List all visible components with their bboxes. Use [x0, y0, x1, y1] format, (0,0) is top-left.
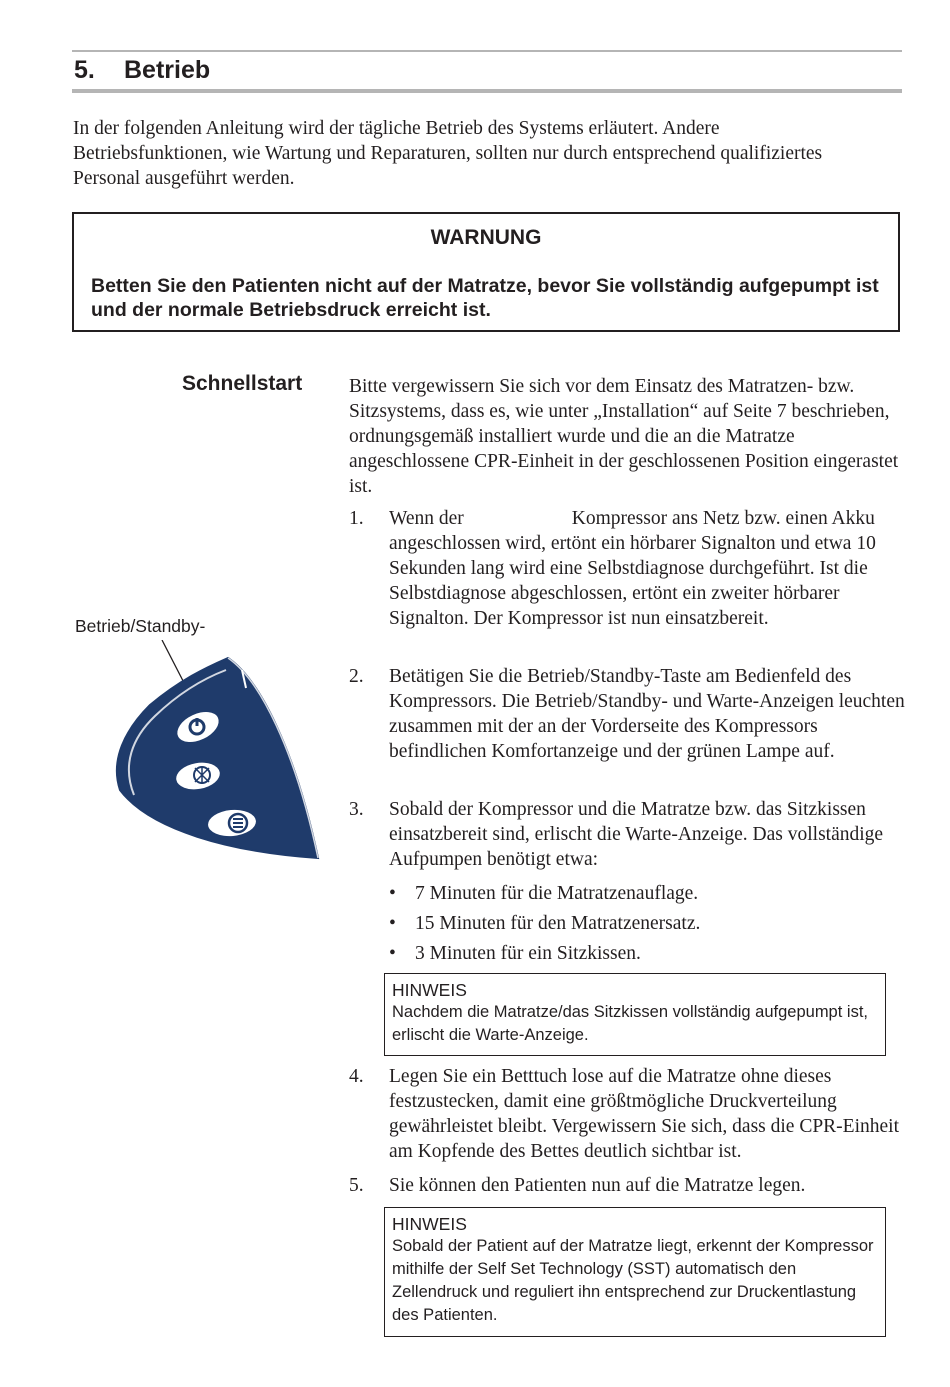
bullet-text: 3 Minuten für ein Sitzkissen. [415, 943, 641, 964]
note-text: Nachdem die Matratze/das Sitzkissen vollständig aufgepumpt ist, erlischt die Warte-Anzeige. [392, 1003, 868, 1044]
bullet-glyph: • [389, 943, 396, 964]
note-title: HINWEIS [392, 1214, 467, 1234]
note-box [384, 973, 886, 1056]
compressor-control-panel-illustration [110, 640, 325, 865]
step-number: 1. [349, 508, 364, 529]
section-title: Betrieb [124, 56, 211, 84]
bullet-glyph: • [389, 913, 396, 934]
step-number: 2. [349, 666, 364, 687]
step-text [389, 506, 909, 631]
step-text: Legen Sie ein Betttuch lose auf die Matratze ohne dieses festzustecken, damit eine größtmögliche Druckverteilung gewährleistet bleibt. Vergewissern Sie sich, dass die CPR-Einheit am Kopfende des Bettes deutlich sichtbar ist. [389, 1066, 899, 1162]
note-text: Sobald der Patient auf der Matratze liegt, erkennt der Kompressor mithilfe der Self Set Technology (SST) automatisch den Zellendruck und reguliert ihn entsprechend zur Druckentlastung des Patienten. [392, 1237, 874, 1324]
step-1-text-after: Kompressor ans Netz bzw. einen Akku angeschlossen wird, ertönt ein hörbarer Signalton und etwa 10 Sekunden lang wird eine Selbstdiagnose durchgeführt. Ist die Selbstdiagnose abgeschlossen, ertönt ein zweiter hörbarer Signalton. Der Kompressor ist nun einsatzbereit. [389, 508, 876, 629]
step-1-text-before: Wenn der [389, 508, 464, 529]
power-standby-callout: Betrieb/Standby- [75, 616, 206, 636]
bullet-text: 7 Minuten für die Matratzenauflage. [415, 883, 699, 904]
step-text: Betätigen Sie die Betrieb/Standby-Taste am Bedienfeld des Kompressors. Die Betrieb/Standby- und Warte-Anzeigen leuchten zusammen mit der an der Vorderseite des Kompressors befindlichen Komfortanzeige und der grünen Lampe auf. [389, 666, 905, 762]
quickstart-heading: Schnellstart [182, 372, 303, 395]
bullet-item [389, 881, 698, 906]
note-box [384, 1207, 886, 1337]
warning-title: WARNUNG [430, 226, 542, 249]
step-number: 4. [349, 1066, 364, 1087]
heading-rule-top [72, 50, 902, 52]
bullet-item [389, 911, 700, 936]
bullet-item [389, 941, 641, 966]
step-text: Sobald der Kompressor und die Matratze bzw. das Sitzkissen einsatzbereit sind, erlischt die Warte-Anzeige. Das vollständige Aufpumpen benötigt etwa: [389, 799, 884, 870]
warning-text: Betten Sie den Patienten nicht auf der Matratze, bevor Sie vollständig aufgepumpt ist und der normale Betriebsdruck erreicht ist. [91, 275, 879, 321]
heading-rule-bottom [72, 89, 902, 93]
step-number: 3. [349, 799, 364, 820]
warning-box [72, 212, 900, 332]
bullet-glyph: • [389, 883, 396, 904]
bullet-text: 15 Minuten für den Matratzenersatz. [415, 913, 701, 934]
quickstart-intro: Bitte vergewissern Sie sich vor dem Einsatz des Matratzen- bzw. Sitzsystems, dass es, wie unter „Installation“ auf Seite 7 beschrieben, ordnungsgemäß installiert wurde und die an die Matratze angeschlossene CPR-Einheit in der geschlossenen Position eingerastet ist. [349, 376, 899, 497]
note-title: HINWEIS [392, 980, 467, 1000]
step-number: 5. [349, 1175, 364, 1196]
intro-paragraph: In der folgenden Anleitung wird der tägliche Betrieb des Systems erläutert. Andere Betriebsfunktionen, wie Wartung und Reparaturen, sollten nur durch entsprechend qualifiziertes Personal ausgeführt werden. [73, 118, 823, 189]
section-heading [74, 54, 210, 86]
step-text: Sie können den Patienten nun auf die Matratze legen. [389, 1175, 806, 1196]
section-number: 5. [74, 56, 95, 84]
